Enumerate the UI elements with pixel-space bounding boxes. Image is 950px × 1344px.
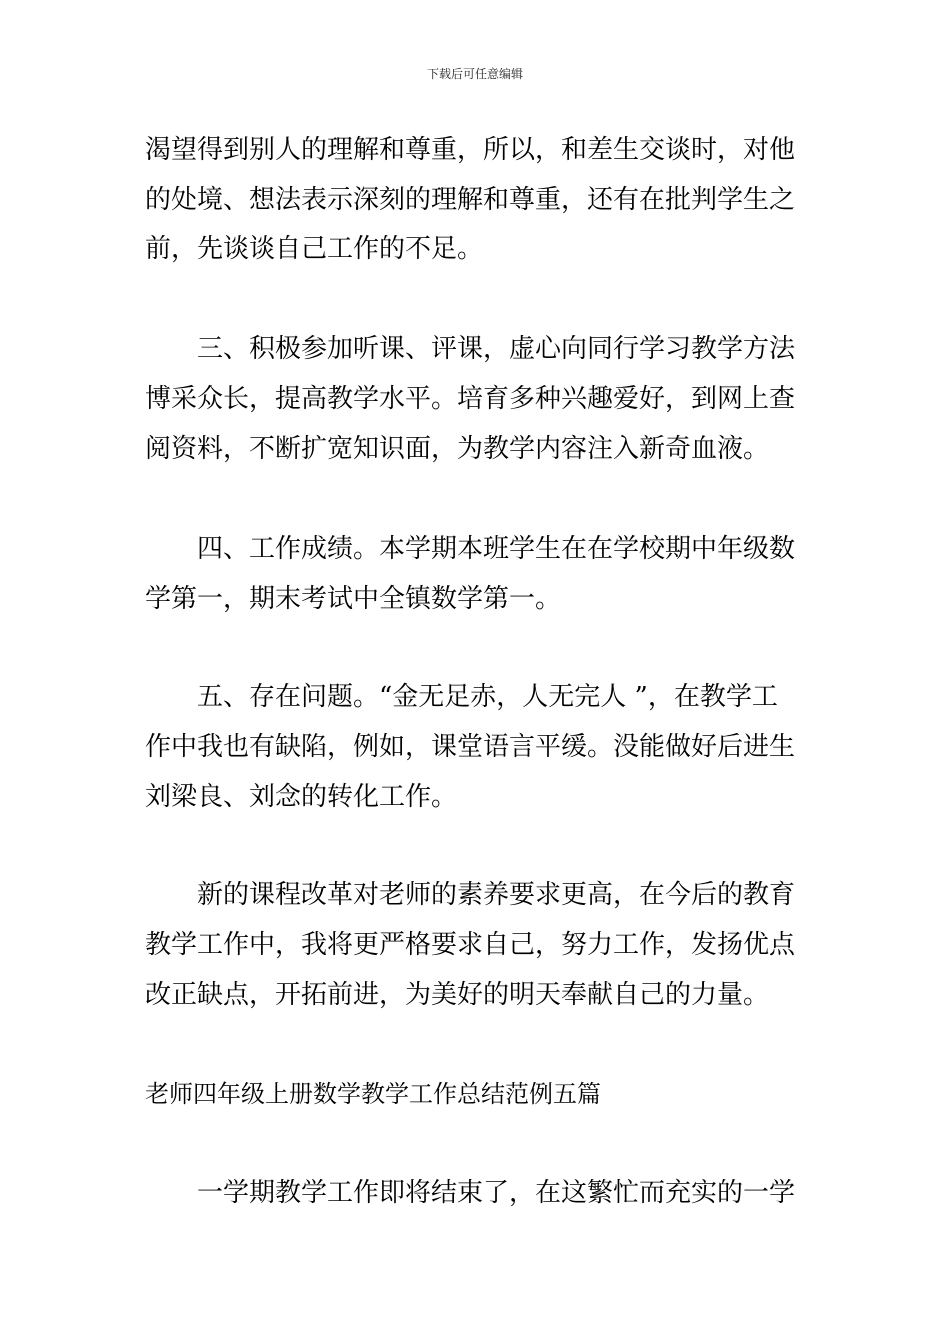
paragraph-line: 前，先谈谈自己工作的不足。 [145,234,484,264]
paragraph-line: 作中我也有缺陷，例如，课堂语言平缓。没能做好后进生 [145,732,796,762]
paragraph-line: 刘梁良、刘念的转化工作。 [145,782,458,812]
paragraph-line: 五、存在问题。“金无足赤，人无完人 ”，在教学工 [197,682,778,712]
paragraph-line: 一学期教学工作即将结束了，在这繁忙而充实的一学 [197,1178,796,1208]
paragraph-line: 渴望得到别人的理解和尊重，所以，和差生交谈时，对他 [145,135,796,165]
paragraph-line: 博采众长，提高教学水平。培育多种兴趣爱好，到网上查 [145,384,796,414]
paragraph-line: 新的课程改革对老师的素养要求更高，在今后的教育 [197,880,796,910]
paragraph-line: 四、工作成绩。本学期本班学生在在学校期中年级数 [197,534,796,564]
section-title: 老师四年级上册数学教学工作总结范例五篇 [145,1080,601,1108]
paragraph-line: 改正缺点，开拓前进，为美好的明天奉献自己的力量。 [145,980,770,1010]
paragraph-line: 的处境、想法表示深刻的理解和尊重，还有在批判学生之 [145,185,796,215]
paragraph-line: 阅资料，不断扩宽知识面，为教学内容注入新奇血液。 [145,434,770,464]
paragraph-line: 教学工作中，我将更严格要求自己，努力工作，发扬优点 [145,930,796,960]
paragraph-line: 三、积极参加听课、评课，虚心向同行学习教学方法 [197,334,796,364]
paragraph-line: 学第一，期末考试中全镇数学第一。 [145,584,562,614]
page-header: 下载后可任意编辑 [426,67,523,81]
